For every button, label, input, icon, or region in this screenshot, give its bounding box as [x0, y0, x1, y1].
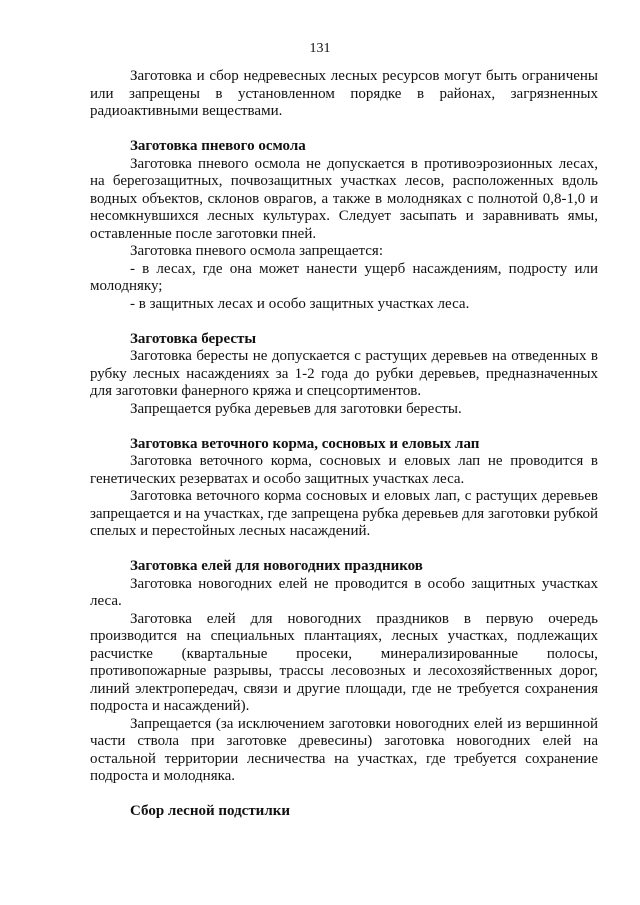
- paragraph: Заготовка бересты не допускается с растущих деревьев на отведенных в рубку лесных насаждениях за 1-2 года до рубки деревьев, предназначенных для заготовки фанерного кряжа и спецсортиментов.: [90, 348, 598, 399]
- paragraph: Заготовка пневого осмола не допускается в противоэрозионных лесах, на берегозащитных, почвозащитных участках лесов, расположенных вдоль водных объектов, склонов оврагов, а также в молодняках с полнотой 0,8-1,0 и несомкнувшихся лесных культурах. Следует засыпать и заравнивать ямы, оставленные после заготовки пней.: [90, 155, 598, 242]
- intro-paragraph: Заготовка и сбор недревесных лесных ресурсов могут быть ограничены или запрещены в установленном порядке в районах, загрязненных радиоактивными веществами.: [90, 68, 598, 119]
- page-number: 131: [309, 41, 331, 56]
- paragraph: Запрещается рубка деревьев для заготовки бересты.: [130, 400, 462, 417]
- bullet-item: - в лесах, где она может нанести ущерб насаждениям, подросту или молодняку;: [90, 260, 598, 294]
- section-title-resin: Заготовка пневого осмола: [130, 138, 306, 154]
- paragraph: Заготовка веточного корма, сосновых и еловых лап не проводится в генетических резерватах и особо защитных участках леса.: [90, 453, 598, 487]
- document-body: [90, 68, 598, 821]
- section-title-birch-bark: Заготовка бересты: [130, 330, 257, 347]
- paragraph: Заготовка новогодних елей не проводится в особо защитных участках леса.: [90, 575, 598, 609]
- paragraph: Заготовка веточного корма сосновых и еловых лап, с растущих деревьев запрещается и на участках, где запрещена рубка деревьев для заготовки рубкой спелых и перестойных лесных насаждений.: [90, 488, 598, 539]
- section-title-new-year-trees: Заготовка елей для новогодних праздников: [130, 558, 423, 574]
- section-title-forest-litter: Сбор лесной подстилки: [130, 803, 291, 819]
- paragraph: Заготовка пневого осмола запрещается:: [130, 243, 384, 259]
- bullet-item: - в защитных лесах и особо защитных участках леса.: [130, 295, 470, 312]
- section-title-branch-fodder: Заготовка веточного корма, сосновых и еловых лап: [130, 435, 480, 452]
- paragraph: Заготовка елей для новогодних праздников в первую очередь производится на специальных плантациях, лесных участках, подлежащих расчистке (квартальные просеки, минерализированные полосы, противопожарные разрывы, трассы лесовозных и лесохозяйственных дорог, линий электропередач, связи и другие площади, где не требуется сохранения подроста и насаждений).: [90, 610, 598, 714]
- paragraph: Запрещается (за исключением заготовки новогодних елей из вершинной части ствола при заготовке древесины) заготовка новогодних елей на остальной территории лесничества на участках, где требуется сохранение подроста и молодняка.: [90, 715, 598, 784]
